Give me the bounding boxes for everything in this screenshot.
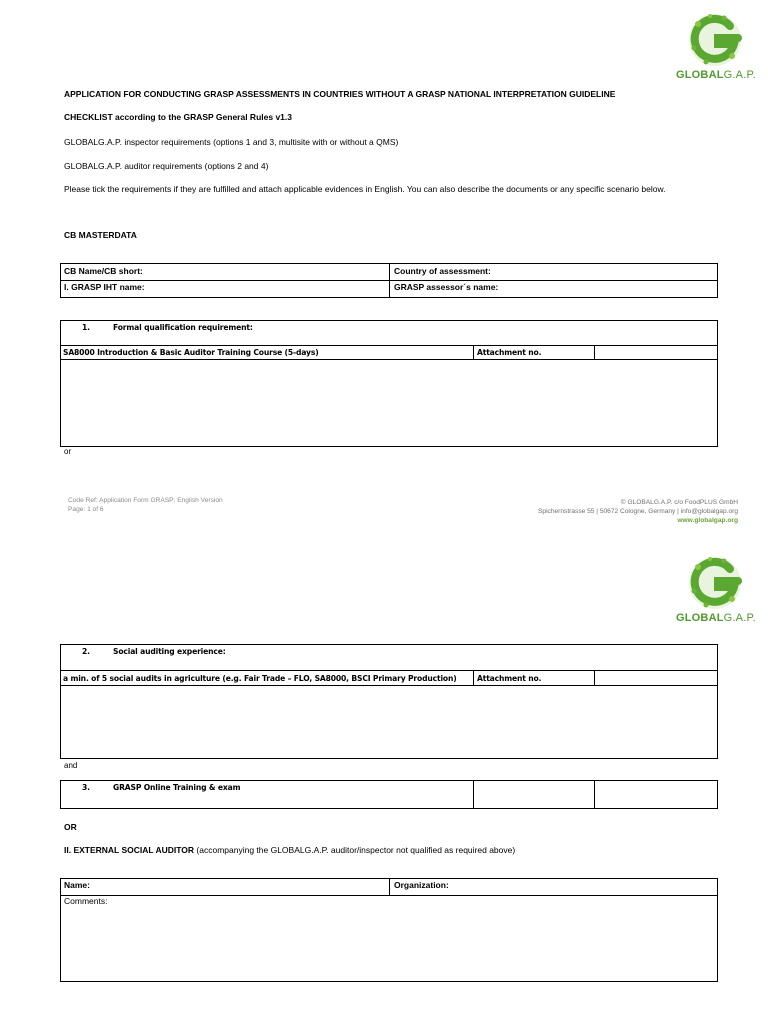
globalgap-logo (672, 12, 758, 86)
cb-masterdata-heading: CB MASTERDATA (64, 230, 137, 240)
and-connector: and (64, 761, 78, 770)
section1-attachment-label: Attachment no. (477, 348, 542, 357)
footer-company: © GLOBALG.A.P. c/o FoodPLUS GmbH (620, 499, 738, 506)
cb-name-field[interactable]: CB Name/CB short: (64, 266, 143, 276)
footer-code-ref: Code Ref: Application Form GRASP; English Version (68, 497, 223, 504)
document-title: APPLICATION FOR CONDUCTING GRASP ASSESSMENTS IN COUNTRIES WITHOUT A GRASP NATIONAL INTERPRETATION GUIDELINE (64, 89, 616, 99)
globalgap-logo-icon (686, 12, 744, 68)
section2-number: 2. (82, 647, 90, 656)
section2-attachment-field[interactable] (595, 671, 717, 685)
inspector-requirements: GLOBALG.A.P. inspector requirements (options 1 and 3, multisite with or without a QMS) (64, 137, 399, 147)
globalgap-logo-text: GLOBALG.A.P. (676, 612, 756, 624)
section3-field-a[interactable] (474, 781, 594, 808)
globalgap-logo-text: GLOBALG.A.P. (676, 69, 756, 81)
auditor-requirements: GLOBALG.A.P. auditor requirements (options 2 and 4) (64, 161, 269, 171)
section2-evidence-area[interactable] (61, 686, 717, 758)
section3-title: GRASP Online Training & exam (113, 783, 241, 792)
country-field[interactable]: Country of assessment: (394, 266, 491, 276)
iht-name-field[interactable]: I. GRASP IHT name: (64, 282, 145, 292)
section1-number: 1. (82, 323, 90, 332)
instructions-text: Please tick the requirements if they are fulfilled and attach applicable evidences in English. You can also describe the documents or any specific scenario below. (64, 184, 666, 194)
assessor-name-field[interactable]: GRASP assessor´s name: (394, 282, 499, 292)
section2-title: Social auditing experience: (113, 647, 226, 656)
external-comments-field[interactable]: Comments: (64, 896, 108, 906)
external-auditor-heading: II. EXTERNAL SOCIAL AUDITOR (accompanying the GLOBALG.A.P. auditor/inspector not qualified as required above) (64, 845, 516, 855)
footer-address: Spichernstrasse 55 | 50672 Cologne, Germany | info@globalgap.org (538, 508, 738, 515)
external-organization-field[interactable]: Organization: (394, 880, 449, 890)
section3-field-b[interactable] (595, 781, 717, 808)
section1-course: SA8000 Introduction & Basic Auditor Training Course (5-days) (63, 348, 319, 357)
external-name-field[interactable]: Name: (64, 880, 90, 890)
footer-url[interactable]: www.globalgap.org (677, 517, 738, 524)
section1-evidence-area[interactable] (61, 360, 717, 446)
section1-attachment-field[interactable] (595, 346, 717, 359)
checklist-heading: CHECKLIST according to the GRASP General Rules v1.3 (64, 112, 292, 122)
section2-requirement: a min. of 5 social audits in agriculture (e.g. Fair Trade – FLO, SA8000, BSCI Primary Production) (63, 674, 457, 683)
or-connector: or (64, 447, 72, 456)
footer-page-number: Page: 1 of 6 (68, 506, 104, 513)
section2-attachment-label: Attachment no. (477, 674, 542, 683)
section1-title: Formal qualification requirement: (113, 323, 253, 332)
section3-number: 3. (82, 783, 90, 792)
globalgap-logo-icon (686, 555, 744, 611)
or-separator: OR (64, 822, 77, 832)
globalgap-logo-page2 (672, 555, 758, 629)
